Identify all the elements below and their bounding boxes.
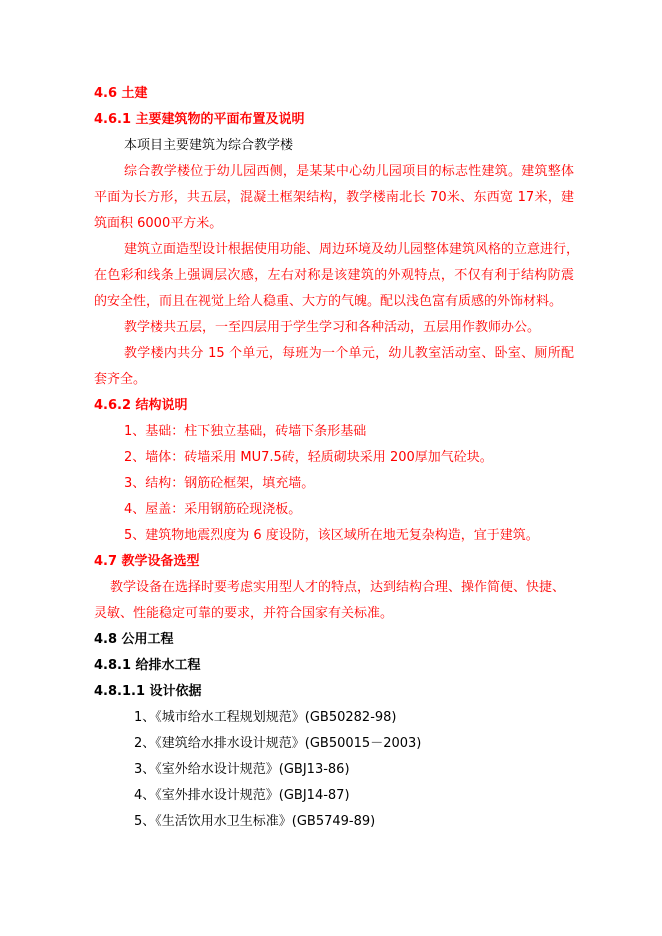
list-item-structure-1: 1、基础：柱下独立基础，砖墙下条形基础 — [124, 424, 367, 439]
list-item-structure-4: 4、屋盖：采用钢筋砼现浇板。 — [124, 502, 302, 517]
paragraph-main-building: 本项目主要建筑为综合教学楼 — [124, 138, 294, 153]
heading-4-8: 4.8 公用工程 — [94, 632, 174, 647]
list-item-standard-3: 3、《室外给水设计规范》(GBJ13-86) — [134, 762, 350, 777]
paragraph-units-line1: 教学楼内共分 15 个单元，每班为一个单元，幼儿教室活动室、卧室、厕所配 — [124, 346, 574, 361]
heading-4-8-1: 4.8.1 给排水工程 — [94, 658, 201, 673]
paragraph-facade-line3: 的安全性，而且在视觉上给人稳重、大方的气魄。配以浅色富有质感的外饰材料。 — [94, 294, 563, 309]
paragraph-teaching-building-line3: 筑面积 6000平方米。 — [94, 216, 223, 231]
paragraph-facade-line2: 在色彩和线条上强调层次感，左右对称是该建筑的外观特点，不仅有利于结构防震 — [94, 268, 574, 283]
list-item-structure-2: 2、墙体：砖墙采用 MU7.5砖，轻质砌块采用 200厚加气砼块。 — [124, 450, 493, 465]
heading-4-6-1: 4.6.1 主要建筑物的平面布置及说明 — [94, 112, 305, 127]
paragraph-teaching-building-line1: 综合教学楼位于幼儿园西侧，是某某中心幼儿园项目的标志性建筑。建筑整体 — [124, 164, 574, 179]
list-item-standard-5: 5、《生活饮用水卫生标准》(GB5749-89) — [134, 814, 376, 829]
list-item-structure-5: 5、建筑物地震烈度为 6 度设防，该区域所在地无复杂构造，宜于建筑。 — [124, 528, 539, 543]
heading-4-6: 4.6 土建 — [94, 86, 148, 101]
paragraph-equipment-line1: 教学设备在选择时要考虑实用型人才的特点，达到结构合理、操作简便、快捷、 — [110, 580, 566, 595]
list-item-standard-2: 2、《建筑给水排水设计规范》(GB50015－2003) — [134, 736, 422, 751]
paragraph-facade-line1: 建筑立面造型设计根据使用功能、周边环境及幼儿园整体建筑风格的立意进行， — [124, 242, 580, 257]
paragraph-equipment-line2: 灵敏、性能稳定可靠的要求，并符合国家有关标准。 — [94, 606, 394, 621]
paragraph-floors: 教学楼共五层，一至四层用于学生学习和各种活动，五层用作教师办公。 — [124, 320, 541, 335]
paragraph-units-line2: 套齐全。 — [94, 372, 147, 387]
list-item-standard-4: 4、《室外排水设计规范》(GBJ14-87) — [134, 788, 350, 803]
paragraph-teaching-building-line2: 平面为长方形，共五层，混凝土框架结构，教学楼南北长 70米、东西宽 17米，建 — [94, 190, 574, 205]
heading-4-6-2: 4.6.2 结构说明 — [94, 398, 188, 413]
list-item-structure-3: 3、结构：钢筋砼框架，填充墙。 — [124, 476, 315, 491]
list-item-standard-1: 1、《城市给水工程规划规范》(GB50282-98) — [134, 710, 397, 725]
heading-4-7: 4.7 教学设备选型 — [94, 554, 200, 569]
heading-4-8-1-1: 4.8.1.1 设计依据 — [94, 684, 202, 699]
